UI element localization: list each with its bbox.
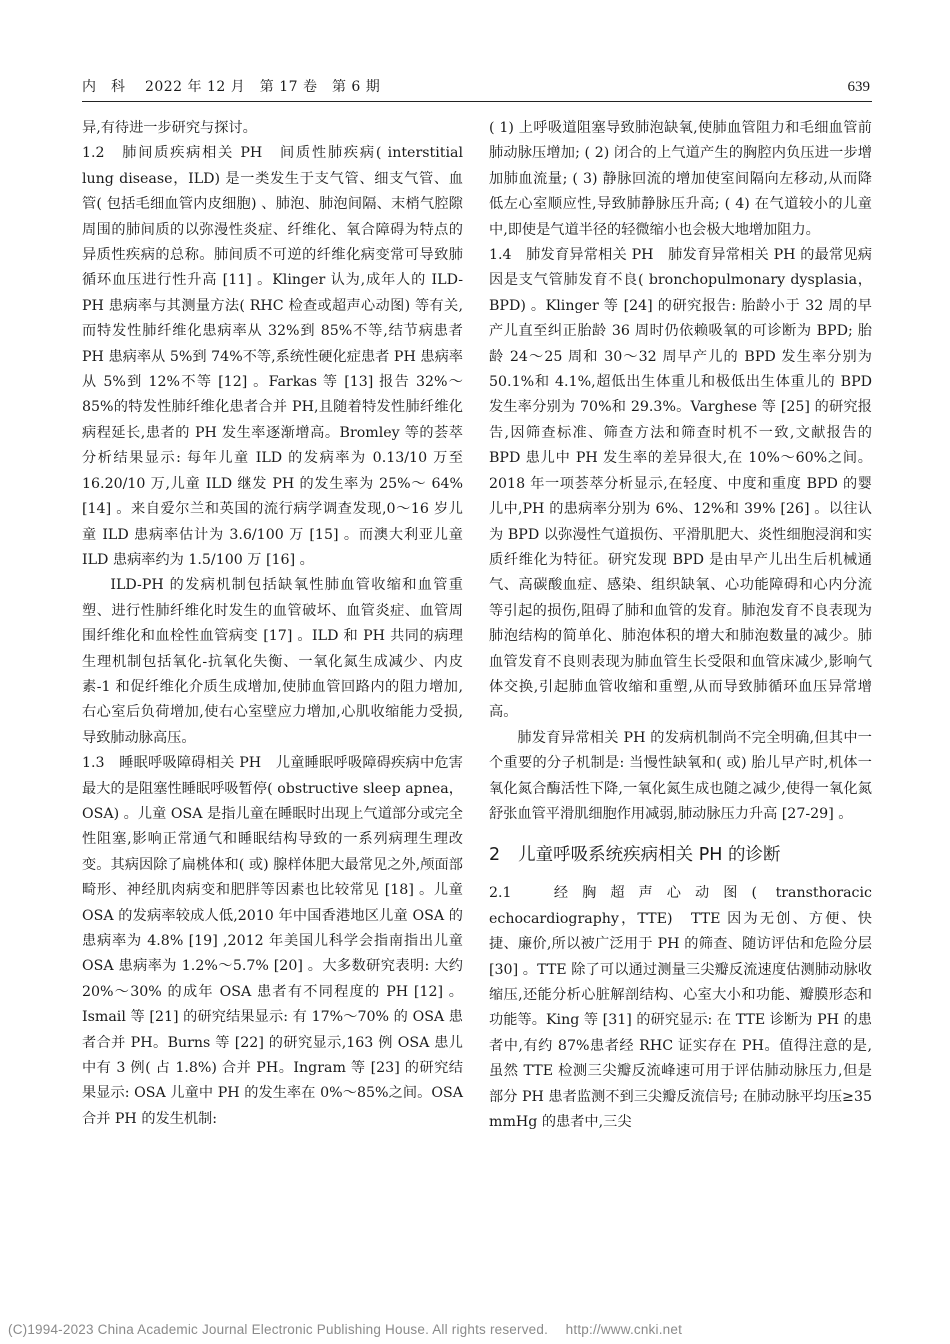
copyright-footer: (C)1994-2023 China Academic Journal Electronic Publishing House. All rights reserved. http://www.cnki.net [8,1322,683,1337]
section-title: 儿童呼吸系统疾病相关 PH 的诊断 [518,845,781,866]
section-number: 2 [489,845,501,866]
paragraph-bpd: 1.4 肺发育异常相关 PH 肺发育异常相关 PH 的最常见病因是支气管肺发育不良( bronchopulmonary dysplasia，BPD) 。Klinger 等 [24] 的研究报告: 胎龄小于 32 周的早产儿直至纠正胎龄 36 周时仍依赖吸氧的可诊断为 BPD; 胎龄 24～25 周和 30～32 周早产儿的 BPD 发生率分别为 50.1%和 4.1%,超低出生体重儿和极低出生体重儿的 BPD 发生率分别为 70%和 29.3%。Varghese 等 [25] 的研究报告,因筛查标准、筛查方法和筛查时机不一致,文献报告的 BPD 患儿中 PH 发生率的差异很大,在 10%～60%之间。2018 年一项荟萃分析显示,在轻度、中度和重度 BPD 的婴儿中,PH 的患病率分别为 6%、12%和 39% [26] 。以往认为 BPD 以弥漫性气道损伤、平滑肌肥大、炎性细胞浸润和实质纤维化为特征。研究发现 BPD 是由早产儿出生后机械通气、高碳酸血症、感染、组织缺氧、心功能障碍和心内分流等引起的损伤,阻碍了肺和血管的发育。肺泡发育不良表现为肺泡结构的简单化、肺泡体积的增大和肺泡数量的减少。肺血管发育不良则表现为肺血管生长受限和血管床减少,影响气体交换,引起肺血管收缩和重塑,从而导致肺循环血压异常增高。 [489,247,872,721]
paragraph-ild-mechanism: ILD-PH 的发病机制包括缺氧性肺血管收缩和血管重塑、进行性肺纤维化时发生的血管破坏、血管炎症、血管周围纤维化和血栓性血管病变 [17] 。ILD 和 PH 共同的病理生理机制包括氧化-抗氧化失衡、一氧化氮生成减少、内皮素-1 和促纤维化介质生成增加,使肺血管回路内的阻力增加,右心室后负荷增加,使右心室壁应力增加,心肌收缩能力受损,导致肺动脉高压。 [82,577,463,746]
section-heading [489,841,872,869]
paragraph-continued: 异,有待进一步研究与探讨。 [82,120,257,136]
left-column [82,116,463,1132]
header-rule [82,101,872,102]
paragraph-osa-mechanism: ( 1) 上呼吸道阻塞导致肺泡缺氧,使肺血管阻力和毛细血管前肺动脉压增加; ( 2) 闭合的上气道产生的胸腔内负压进一步增加肺血流量; ( 3) 静脉回流的增加使室间隔向左移动,从而降低左心室顺应性,导致肺静脉压升高; ( 4) 在气道较小的儿童中,即使是气道半径的轻微缩小也会极大地增加阻力。 [489,120,872,238]
page-number: 639 [847,79,870,95]
journal-info: 内 科 2022 年 12 月 第 17 卷 第 6 期 [82,79,381,95]
paragraph-tte: 2.1 经胸超声心动图( transthoracic echocardiography，TTE) TTE 因为无创、方便、快捷、廉价,所以被广泛用于 PH 的筛查、随访评估和危险分层 [30] 。TTE 除了可以通过测量三尖瓣反流速度估测肺动脉收缩压,还能分析心脏解剖结构、心室大小和功能、瓣膜形态和功能等。King 等 [31] 的研究显示: 在 TTE 诊断为 PH 的患者中,有约 87%患者经 RHC 证实存在 PH。值得注意的是,虽然 TTE 检测三尖瓣反流峰速可用于评估肺动脉压力,但是部分 PH 患者监测不到三尖瓣反流信号; 在肺动脉平均压≥35 mmHg 的患者中,三尖 [489,885,872,1131]
right-column [489,116,872,1135]
paragraph-osa: 1.3 睡眠呼吸障碍相关 PH 儿童睡眠呼吸障碍疾病中危害最大的是阻塞性睡眠呼吸暂停( obstructive sleep apnea，OSA) 。儿童 OSA 是指儿童在睡眠时出现上气道部分或完全性阻塞,影响正常通气和睡眠结构导致的一系列病理生理改变。其病因除了扁桃体和( 或) 腺样体肥大最常见之外,颅面部畸形、神经肌肉病变和肥胖等因素也比较常见 [18] 。儿童 OSA 的发病率较成人低,2010 年中国香港地区儿童 OSA 的患病率为 4.8% [19] ,2012 年美国儿科学会指南指出儿童 OSA 患病率为 1.2%～5.7% [20] 。大多数研究表明: 大约 20%～30% 的成年 OSA 患者有不同程度的 PH [12] 。Ismail 等 [21] 的研究结果显示: 有 17%～70% 的 OSA 患者合并 PH。Burns 等 [22] 的研究显示,163 例 OSA 患儿中有 3 例( 占 1.8%) 合并 PH。Ingram 等 [23] 的研究结果显示: OSA 儿童中 PH 的发生率在 0%～85%之间。OSA 合并 PH 的发生机制: [82,755,463,1127]
paragraph-bpd-mechanism: 肺发育异常相关 PH 的发病机制尚不完全明确,但其中一个重要的分子机制是: 当慢性缺氧和( 或) 胎儿早产时,机体一氧化氮合酶活性下降,一氧化氮生成也随之减少,使得一氧化氮舒张血管平滑肌细胞作用减弱,肺动脉压力升高 [27-29] 。 [489,729,872,822]
paragraph-ild: 1.2 肺间质疾病相关 PH 间质性肺疾病( interstitial lung disease，ILD) 是一类发生于支气管、细支气管、血管( 包括毛细血管内皮细胞) 、肺泡、肺泡间隔、末梢气腔隙周围的肺间质的以弥漫性炎症、纤维化、氧合障碍为特点的异质性疾病的总称。肺间质不可逆的纤维化病变常可导致肺循环血压进行性升高 [11] 。Klinger 认为,成年人的 ILD-PH 患病率与其测量方法( RHC 检查或超声心动图) 等有关,而特发性肺纤维化患病率从 32%到 85%不等,结节病患者 PH 患病率从 5%到 74%不等,系统性硬化症患者 PH 患病率从 5%到 12%不等 [12] 。Farkas 等 [13] 报告 32%～85%的特发性肺纤维化患者合并 PH,且随着特发性肺纤维化病程延长,患者的 PH 发生率逐渐增高。Bromley 等的荟萃分析结果显示: 每年儿童 ILD 的发病率为 0.13/10 万至 16.20/10 万,儿童 ILD 继发 PH 的发生率为 25%～ 64% [14] 。来自爱尔兰和英国的流行病学调查发现,0～16 岁儿童 ILD 患病率估计为 3.6/100 万 [15] 。而澳大利亚儿童 ILD 患病率约为 1.5/100 万 [16] 。 [82,145,463,568]
running-header [82,76,870,98]
